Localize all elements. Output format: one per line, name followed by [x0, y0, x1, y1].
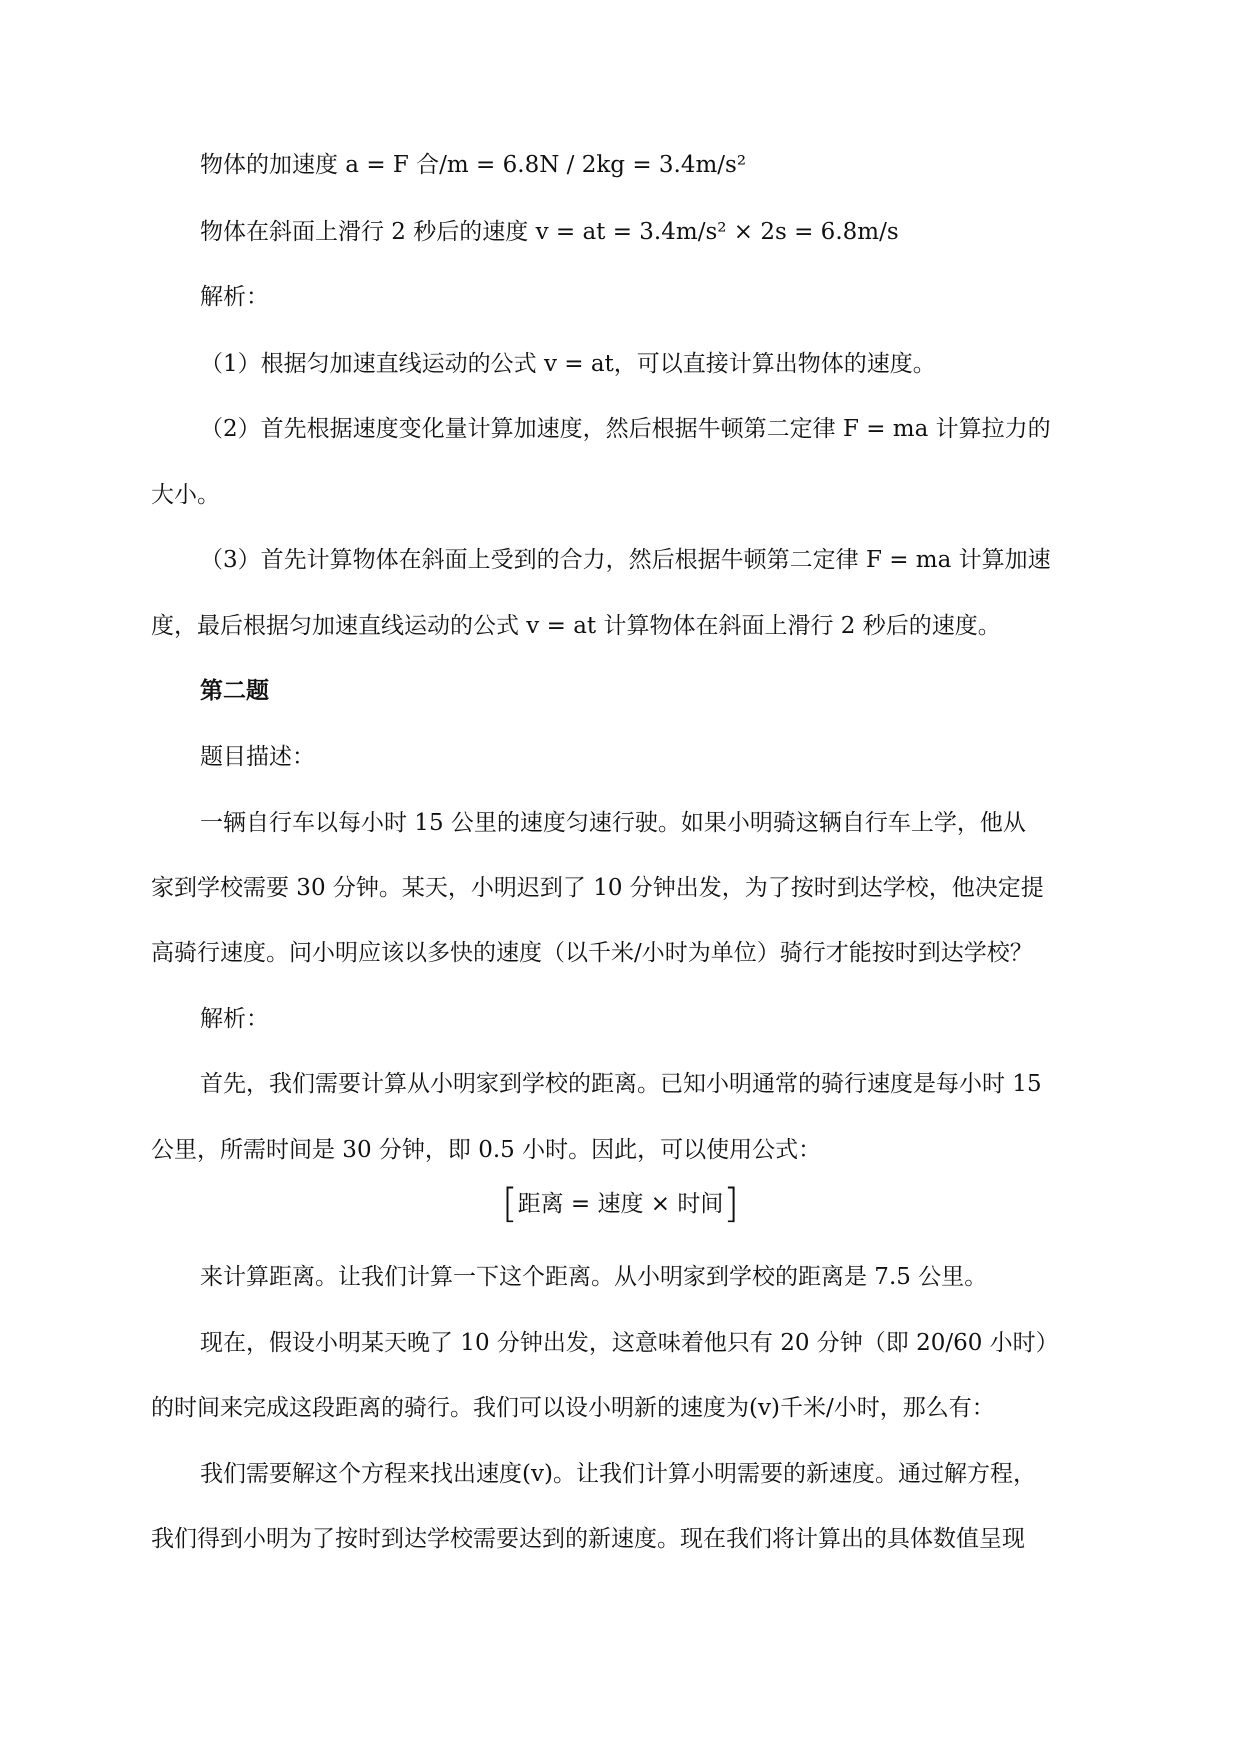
- text-line: 物体在斜面上滑行 2 秒后的速度 v = at = 3.4m/s² × 2s = 6.8m/s: [200, 219, 899, 245]
- text-line: 物体的加速度 a = F 合/m = 6.8N / 2kg = 3.4m/s²: [200, 152, 747, 178]
- text-line: 家到学校需要 30 分钟。某天，小明迟到了 10 分钟出发，为了按时到达学校，他决定提: [151, 875, 1044, 901]
- formula-text: 距离 = 速度 × 时间: [517, 1191, 724, 1217]
- text-line: 题目描述：: [200, 744, 315, 770]
- text-line: 首先，我们需要计算从小明家到学校的距离。已知小明通常的骑行速度是每小时 15: [200, 1071, 1042, 1097]
- text-line: 公里，所需时间是 30 分钟，即 0.5 小时。因此，可以使用公式：: [151, 1137, 822, 1163]
- text-line: 我们得到小明为了按时到达学校需要达到的新速度。现在我们将计算出的具体数值呈现: [151, 1526, 1025, 1552]
- text-line: （1）根据匀加速直线运动的公式 v = at，可以直接计算出物体的速度。: [200, 351, 936, 377]
- text-line: 解析：: [200, 284, 269, 310]
- text-line: 一辆自行车以每小时 15 公里的速度匀速行驶。如果小明骑这辆自行车上学，他从: [200, 810, 1026, 836]
- text-line: 度，最后根据匀加速直线运动的公式 v = at 计算物体在斜面上滑行 2 秒后的速度。: [151, 613, 1001, 639]
- text-line: 来计算距离。让我们计算一下这个距离。从小明家到学校的距离是 7.5 公里。: [200, 1264, 988, 1290]
- formula-left-bracket: [: [501, 1181, 518, 1227]
- text-line: 的时间来完成这段距离的骑行。我们可以设小明新的速度为(v)千米/小时，那么有：: [151, 1395, 995, 1421]
- text-line: 大小。: [151, 482, 220, 508]
- formula-right-bracket: ]: [723, 1181, 739, 1227]
- text-line: 我们需要解这个方程来找出速度(v)。让我们计算小明需要的新速度。通过解方程，: [200, 1461, 1036, 1487]
- text-line: 高骑行速度。问小明应该以多快的速度（以千米/小时为单位）骑行才能按时到达学校？: [151, 940, 1033, 966]
- distance-formula: [0, 1181, 1241, 1227]
- text-line: （3）首先计算物体在斜面上受到的合力，然后根据牛顿第二定律 F = ma 计算加速: [200, 547, 1051, 573]
- text-line: 解析：: [200, 1006, 269, 1032]
- text-line: （2）首先根据速度变化量计算加速度，然后根据牛顿第二定律 F = ma 计算拉力的: [200, 416, 1051, 442]
- text-line: 现在，假设小明某天晚了 10 分钟出发，这意味着他只有 20 分钟（即 20/60 小时）: [200, 1330, 1059, 1356]
- section-heading: 第二题: [200, 677, 269, 704]
